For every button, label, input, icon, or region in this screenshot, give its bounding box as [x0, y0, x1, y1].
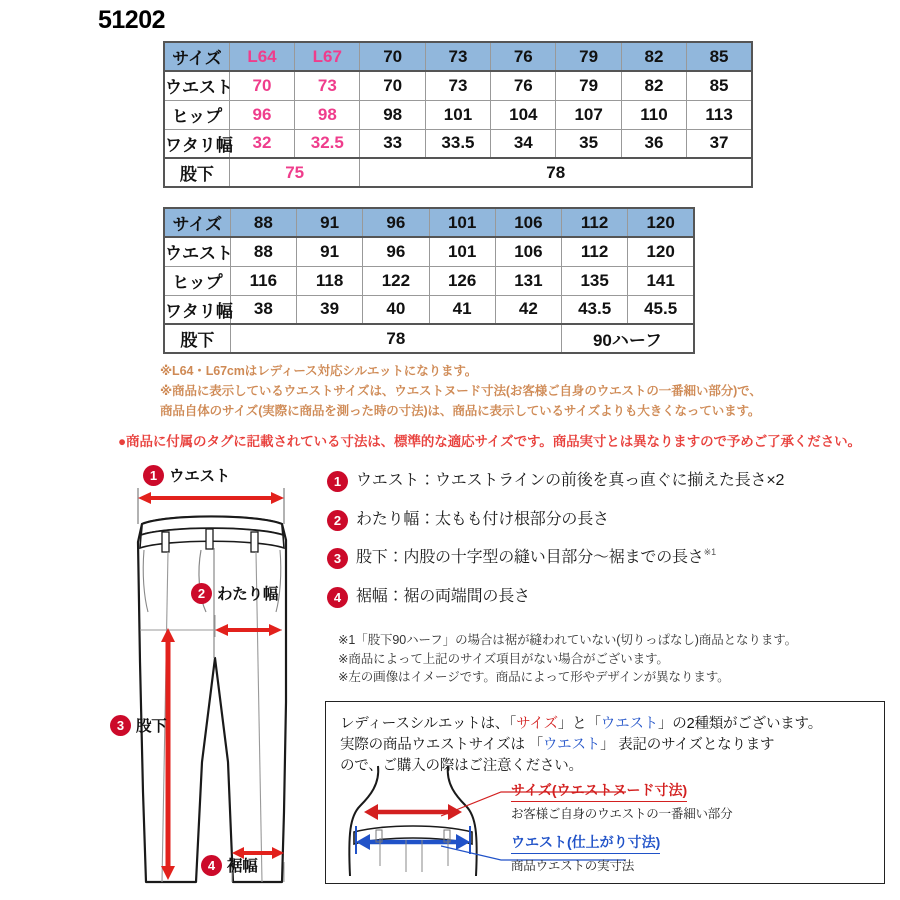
table1-header-76: 76 [491, 42, 556, 71]
table1-cell: 104 [491, 100, 556, 129]
legend-label-susohaba: 裾幅：裾の両端間の長さ [356, 587, 530, 605]
table1-header-73: 73 [425, 42, 490, 71]
table1-row-label-hip: ヒップ [164, 100, 229, 129]
table1-row-label-waist: ウエスト [164, 71, 229, 100]
note-waist-nude-line1: ※商品に表示しているウエストサイズは、ウエストヌード寸法(お客様ご自身のウエストの一番細い部分)で、 [160, 384, 762, 398]
table2-cell: 41 [429, 295, 495, 324]
callout-waist-sub: 商品ウエストの実寸法 [511, 859, 635, 873]
callout-size-title: サイズ(ウエストヌード寸法) [511, 780, 687, 802]
table1-cell: 36 [621, 129, 686, 158]
table2-cell: 39 [297, 295, 363, 324]
legend-badge-1: 1 [327, 471, 348, 492]
table1-cell: 113 [687, 100, 752, 129]
table-row [164, 295, 694, 324]
table2-cell: 126 [429, 266, 495, 295]
table1-cell: 101 [425, 100, 490, 129]
legend-label-watari: わたり幅：太もも付け根部分の長さ [356, 510, 609, 528]
table1-header-79: 79 [556, 42, 621, 71]
table1-header-size: サイズ [164, 42, 229, 71]
table2-cell: 131 [495, 266, 561, 295]
keyword-size: サイズ [516, 716, 558, 732]
waist-arrow-head-left [138, 492, 151, 504]
table1-header-l67: L67 [295, 42, 360, 71]
note-ladies-silhouette: ※L64・L67cmはレディース対応シルエットになります。 [160, 364, 478, 378]
size-table-2 [163, 207, 695, 354]
table2-row-label-inseam: 股下 [164, 324, 230, 353]
measurement-legend [327, 470, 887, 624]
table1-cell: 98 [360, 100, 425, 129]
table1-header-82: 82 [621, 42, 686, 71]
ladies-line1-b: 」と「 [557, 716, 601, 732]
badge-4: 4 [201, 855, 222, 876]
table-row [164, 237, 694, 266]
product-code: 51202 [98, 6, 166, 34]
small-note-2: ※商品によって上記のサイズ項目がない場合がございます。 [338, 651, 669, 666]
ladies-line-1 [340, 714, 822, 735]
table1-cell: 96 [229, 100, 294, 129]
badge-2: 2 [191, 583, 212, 604]
table2-cell: 135 [562, 266, 628, 295]
ladies-line1-c: 」の2種類がございます。 [657, 716, 822, 732]
waist-arrow-head-right [271, 492, 284, 504]
belt-loop-3 [251, 532, 258, 552]
legend-item-waist [327, 470, 887, 496]
table2-row-label-hip: ヒップ [164, 266, 230, 295]
table2-cell: 45.5 [628, 295, 694, 324]
table2-header-size: サイズ [164, 208, 230, 237]
small-note-1: ※1「股下90ハーフ」の場合は裾が縫われていない(切りっぱなし)商品となります。 [338, 633, 798, 647]
table2-cell: 112 [562, 237, 628, 266]
callout-size-sub: お客様ご自身のウエストの一番細い部分 [511, 807, 733, 821]
legend-item-matashita [327, 547, 887, 573]
table2-header-88: 88 [230, 208, 296, 237]
legend-badge-3: 3 [327, 548, 348, 569]
pants-illustration [96, 462, 336, 892]
table1-cell: 34 [491, 129, 556, 158]
note-waist-nude-line2: 商品自体のサイズ(実際に商品を測った時の寸法)は、商品に表示しているサイズよりも大きくなっています。 [160, 404, 761, 418]
table1-header-85: 85 [687, 42, 752, 71]
table2-cell: 88 [230, 237, 296, 266]
ladies-silhouette-box [325, 701, 885, 884]
table1-cell: 82 [621, 71, 686, 100]
table2-cell: 116 [230, 266, 296, 295]
table-row-inseam [164, 158, 752, 187]
table2-inseam-left: 78 [230, 324, 561, 353]
table2-cell: 38 [230, 295, 296, 324]
table1-cell: 73 [295, 71, 360, 100]
table1-inseam-left: 75 [229, 158, 360, 187]
dim-label-watari [191, 582, 278, 604]
legend-label-waist: ウエスト：ウエストラインの前後を真っ直ぐに揃えた長さ×2 [356, 472, 785, 489]
table2-header-120: 120 [628, 208, 694, 237]
dim-label-susohaba [201, 854, 258, 876]
callout-waist [511, 832, 660, 874]
table1-cell: 70 [229, 71, 294, 100]
table2-cell: 122 [363, 266, 429, 295]
table1-header-l64: L64 [229, 42, 294, 71]
nude-waist-arrow-head-left [364, 804, 378, 820]
ladies-line1-a: レディースシルエットは、「 [340, 716, 517, 732]
table2-cell: 42 [495, 295, 561, 324]
table1-cell: 107 [556, 100, 621, 129]
table2-cell: 141 [628, 266, 694, 295]
legend-label-matashita: 股下：内股の十字型の縫い目部分～裾までの長さ [356, 549, 704, 566]
table-header-row [164, 42, 752, 71]
table1-cell: 73 [425, 71, 490, 100]
table1-cell: 35 [556, 129, 621, 158]
dim-label-watari-text: わたり幅 [217, 586, 279, 603]
table2-header-96: 96 [363, 208, 429, 237]
table2-cell: 40 [363, 295, 429, 324]
table2-header-106: 106 [495, 208, 561, 237]
table1-cell: 37 [687, 129, 752, 158]
table1-cell: 32.5 [295, 129, 360, 158]
note-tag-disclaimer: ●商品に付属のタグに記載されている寸法は、標準的な適応サイズです。商品実寸とは異なりますので予めご了承ください。 [118, 434, 861, 449]
table1-row-label-inseam: 股下 [164, 158, 229, 187]
table1-header-70: 70 [360, 42, 425, 71]
size-table-1 [163, 41, 753, 188]
table1-cell: 85 [687, 71, 752, 100]
table-header-row [164, 208, 694, 237]
badge-1: 1 [143, 465, 164, 486]
table2-cell: 120 [628, 237, 694, 266]
badge-3: 3 [110, 715, 131, 736]
dim-label-matashita-text: 股下 [136, 718, 167, 735]
keyword-waist: ウエスト [600, 716, 658, 732]
ladies-line2-b: 」 表記のサイズとなります [600, 737, 775, 753]
keyword-waist-2: ウエスト [542, 737, 601, 753]
small-note-3: ※左の画像はイメージです。商品によって形やデザインが異なります。 [338, 670, 730, 684]
callout-waist-title: ウエスト(仕上がり寸法) [511, 832, 660, 854]
table1-inseam-right: 78 [360, 158, 752, 187]
table1-cell: 33.5 [425, 129, 490, 158]
dim-label-waist [143, 464, 230, 486]
small-notes [338, 631, 797, 687]
table1-cell: 98 [295, 100, 360, 129]
ladies-line-3: ので、ご購入の際はご注意ください。 [340, 758, 583, 774]
table1-cell: 110 [621, 100, 686, 129]
table1-cell: 79 [556, 71, 621, 100]
table2-cell: 101 [429, 237, 495, 266]
callout-size [511, 780, 732, 822]
table2-cell: 106 [495, 237, 561, 266]
table1-cell: 70 [360, 71, 425, 100]
ladies-line-2 [340, 735, 822, 756]
table2-cell: 91 [297, 237, 363, 266]
table1-cell: 32 [229, 129, 294, 158]
table2-cell: 96 [363, 237, 429, 266]
table-row [164, 100, 752, 129]
table1-cell: 76 [491, 71, 556, 100]
torso-left [349, 766, 378, 876]
table2-header-101: 101 [429, 208, 495, 237]
table-row [164, 266, 694, 295]
legend-badge-2: 2 [327, 510, 348, 531]
table1-row-label-thigh: ワタリ幅 [164, 129, 229, 158]
table2-row-label-waist: ウエスト [164, 237, 230, 266]
dim-label-waist-text: ウエスト [169, 468, 231, 485]
dim-label-susohaba-text: 裾幅 [227, 858, 258, 875]
legend-item-susohaba [327, 586, 887, 612]
table-row-inseam [164, 324, 694, 353]
belt-loop-1 [162, 532, 169, 552]
pants-svg [96, 462, 336, 892]
table2-cell: 43.5 [562, 295, 628, 324]
table1-cell: 33 [360, 129, 425, 158]
table2-header-91: 91 [297, 208, 363, 237]
legend-item-watari [327, 509, 887, 535]
table2-header-112: 112 [562, 208, 628, 237]
table2-cell: 118 [297, 266, 363, 295]
table-row [164, 129, 752, 158]
table-row [164, 71, 752, 100]
legend-badge-4: 4 [327, 587, 348, 608]
ladies-line2-a: 実際の商品ウエストサイズは 「 [340, 737, 543, 753]
table2-inseam-right: 90ハーフ [562, 324, 695, 353]
table2-row-label-thigh: ワタリ幅 [164, 295, 230, 324]
belt-loop-2 [206, 529, 213, 549]
pants-outline [138, 517, 286, 883]
legend-superscript-1: ※1 [703, 547, 717, 557]
dim-label-matashita [110, 714, 167, 736]
